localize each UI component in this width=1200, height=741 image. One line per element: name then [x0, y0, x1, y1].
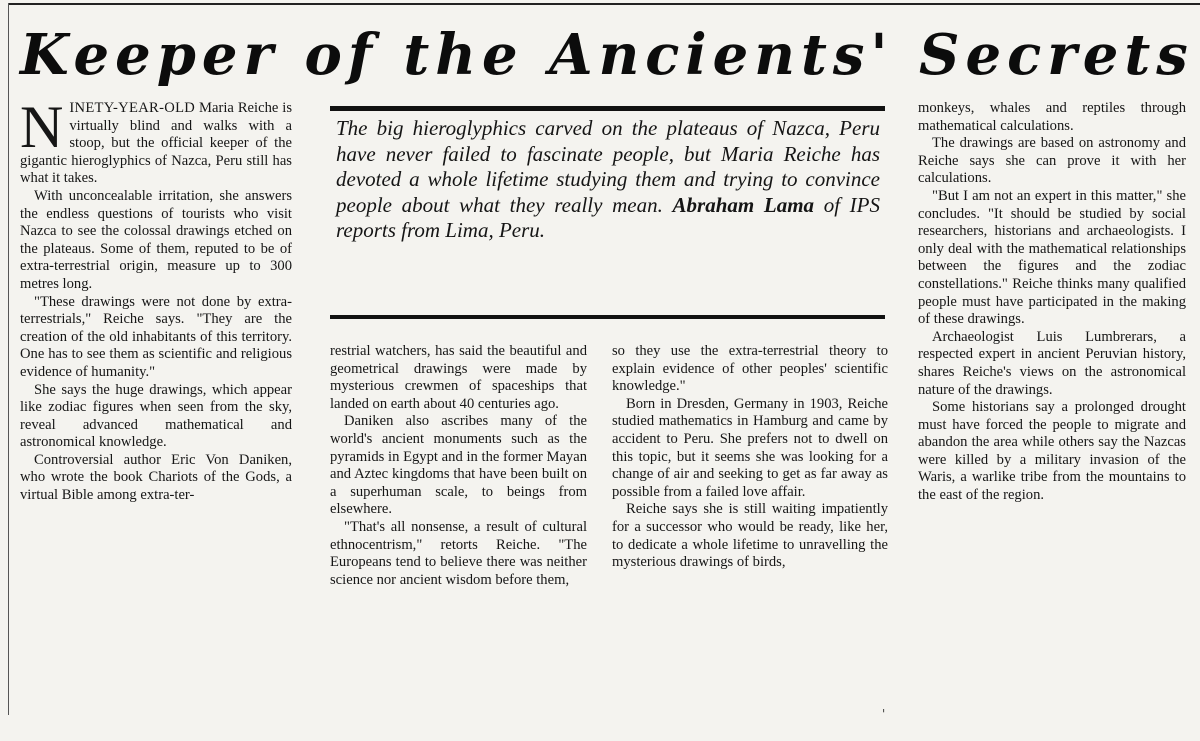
paragraph: restrial watchers, has said the beautiful and geometrical drawings were made by mysterious crewmen of spaceships that landed on earth about 40 centuries ago.: [330, 343, 587, 412]
drop-cap: N: [20, 94, 64, 160]
column-4: [918, 100, 1186, 505]
paragraph: "That's all nonsense, a result of cultural ethnocentrism," retorts Reiche. "The Europeans tend to believe there was neither science nor ancient wisdom before them,: [330, 518, 587, 588]
byline-author: Abraham Lama: [672, 192, 815, 217]
standfirst-byline-tail: of IPS reports from Lima, Peru.: [336, 192, 880, 243]
stray-print-mark: ': [882, 707, 886, 721]
column-3: [612, 343, 888, 572]
lead-text: Maria Reiche is virtually blind and walks with a stoop, but the official keeper of the gigantic hieroglyphics of Nazca, Peru still has what it takes.: [20, 100, 292, 187]
paragraph: Reiche says she is still waiting impatiently for a successor who would be ready, like her, to dedicate a whole lifetime to unravelling the mysterious drawings of birds,: [612, 501, 888, 571]
paragraph: so they use the extra-terrestrial theory to explain evidence of other peoples' scientific knowledge.": [612, 343, 888, 395]
paragraph: "These drawings were not done by extra-terrestrials," Reiche says. "They are the creation of the old inhabitants of this territory. One has to see them as scientific and religious evidence of humanity.": [20, 293, 292, 380]
paragraph: The drawings are based on astronomy and Reiche says she can prove it with her calculations.: [918, 135, 1186, 187]
standfirst-rule-bottom: [330, 315, 885, 319]
headline: Keeper of the Ancients' Secrets: [20, 22, 1194, 88]
paragraph: Daniken also ascribes many of the world's ancient monuments such as the pyramids in Egypt and in the former Mayan and Aztec kingdoms that have been built on a superhuman scale, to beings from elsewhere.: [330, 413, 587, 518]
standfirst-text: The big hieroglyphics carved on the plateaus of Nazca, Peru have never failed to fascinate people, but Maria Reiche has devoted a whole lifetime studying them and trying to convince people about what they really mean.: [336, 116, 880, 217]
column-1: [20, 94, 292, 505]
paragraph: With unconcealable irritation, she answers the endless questions of tourists who visit Nazca to see the colossal drawings etched on the plateaus. Some of them, reputed to be of extra-terrestrial origin, measure up to 300 metres long.: [20, 187, 292, 292]
paragraph: Controversial author Eric Von Daniken, who wrote the book Chariots of the Gods, a virtual Bible among extra-ter-: [20, 451, 292, 504]
paragraph: monkeys, whales and reptiles through mathematical calculations.: [918, 100, 1186, 134]
paragraph: "But I am not an expert in this matter," she concludes. "It should be studied by social researchers, historians and archaeologists. I only deal with the mathematical relationships between the figures and the zodiac constellations." Reiche thinks many qualified people must have participated in the making of these drawings.: [918, 187, 1186, 328]
standfirst-rule-top: [330, 106, 885, 111]
lead-paragraph: [20, 94, 292, 188]
paragraph: She says the huge drawings, which appear like zodiac figures when seen from the sky, reveal advanced mathematical and astronomical knowledge.: [20, 381, 292, 451]
paragraph: Born in Dresden, Germany in 1903, Reiche studied mathematics in Hamburg and came by accident to Peru. She prefers not to dwell on this topic, but it seems she was looking for a change of air and seeking to get as far away as possible from a failed love affair.: [612, 395, 888, 500]
standfirst: [336, 116, 880, 244]
top-border-rule: [8, 3, 1200, 5]
column-2: [330, 343, 587, 589]
lead-caps: INETY-YEAR-OLD: [69, 100, 196, 116]
paragraph: Archaeologist Luis Lumbrerars, a respected expert in ancient Peruvian history, shares Reiche's views on the astronomical nature of the drawings.: [918, 328, 1186, 398]
left-border-rule: [8, 3, 9, 715]
paragraph: Some historians say a prolonged drought must have forced the people to migrate and abandon the area while others say the Nazcas were killed by a military invasion of the Waris, a warlike tribe from the mountains to the east of the region.: [918, 399, 1186, 504]
